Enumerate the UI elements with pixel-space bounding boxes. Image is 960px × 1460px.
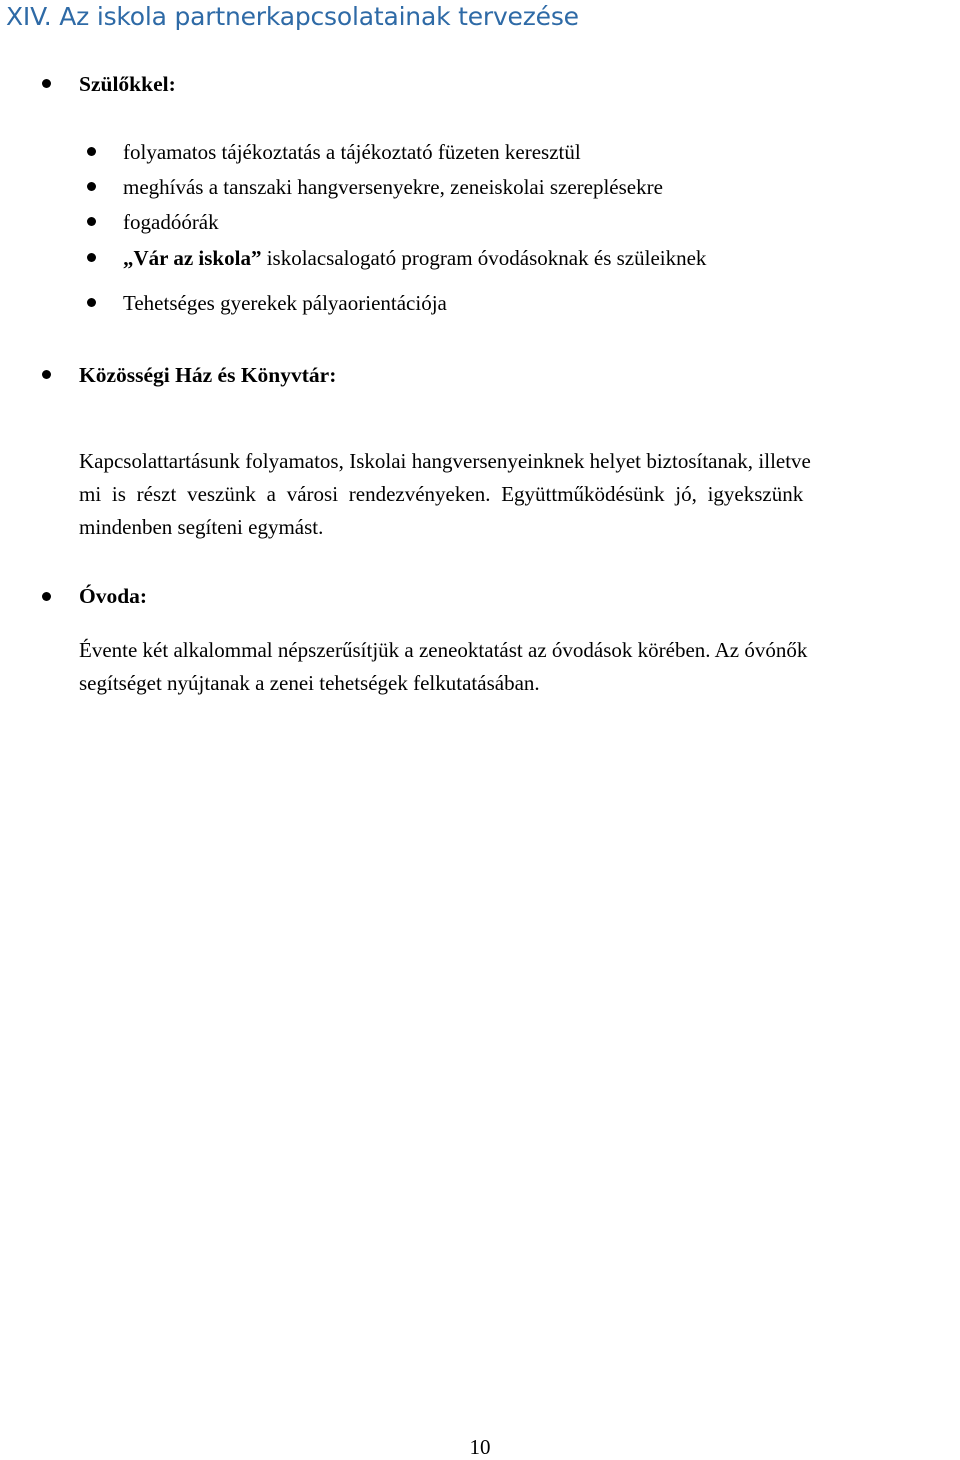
bullet-icon — [42, 370, 51, 379]
bullet-icon — [87, 217, 96, 226]
bullet-icon — [87, 182, 96, 191]
list-item: folyamatos tájékoztatás a tájékoztató füzeten keresztül — [123, 140, 581, 164]
bullet-icon — [87, 298, 96, 307]
paragraph-line: Évente két alkalommal népszerűsítjük a zeneoktatást az óvodások körében. Az óvónők — [79, 638, 808, 662]
paragraph-line: mindenben segíteni egymást. — [79, 515, 324, 539]
bullet-icon — [87, 253, 96, 262]
paragraph-line: segítséget nyújtanak a zenei tehetségek felkutatásában. — [79, 671, 540, 695]
list-item — [123, 245, 706, 271]
paragraph-line: Kapcsolattartásunk folyamatos, Iskolai hangversenyeinknek helyet biztosítanak, illetve — [79, 449, 811, 473]
list-item-text: iskolacsalogató program óvodásoknak és szüleiknek — [266, 246, 707, 270]
list-item: fogadóórák — [123, 210, 219, 234]
section-title-ovoda: Óvoda: — [79, 584, 148, 608]
list-item: meghívás a tanszaki hangversenyekre, zeneiskolai szereplésekre — [123, 175, 663, 199]
page-number: 10 — [469, 1435, 491, 1459]
program-name: „Vár az iskola” — [123, 246, 262, 270]
section-title-szulok: Szülőkkel: — [79, 72, 176, 96]
bullet-icon — [87, 147, 96, 156]
paragraph-kozossegi — [79, 445, 956, 544]
paragraph-line: mi is részt veszünk a városi rendezvényeken. Együttműködésünk jó, igyekszünk — [79, 482, 804, 506]
bullet-icon — [42, 79, 51, 88]
paragraph-ovoda — [79, 634, 807, 700]
bullet-icon — [42, 592, 51, 601]
list-item: Tehetséges gyerekek pályaorientációja — [123, 291, 447, 315]
chapter-heading: XIV. Az iskola partnerkapcsolatainak tervezése — [6, 2, 579, 31]
section-title-kozossegi: Közösségi Ház és Könyvtár: — [79, 363, 337, 387]
